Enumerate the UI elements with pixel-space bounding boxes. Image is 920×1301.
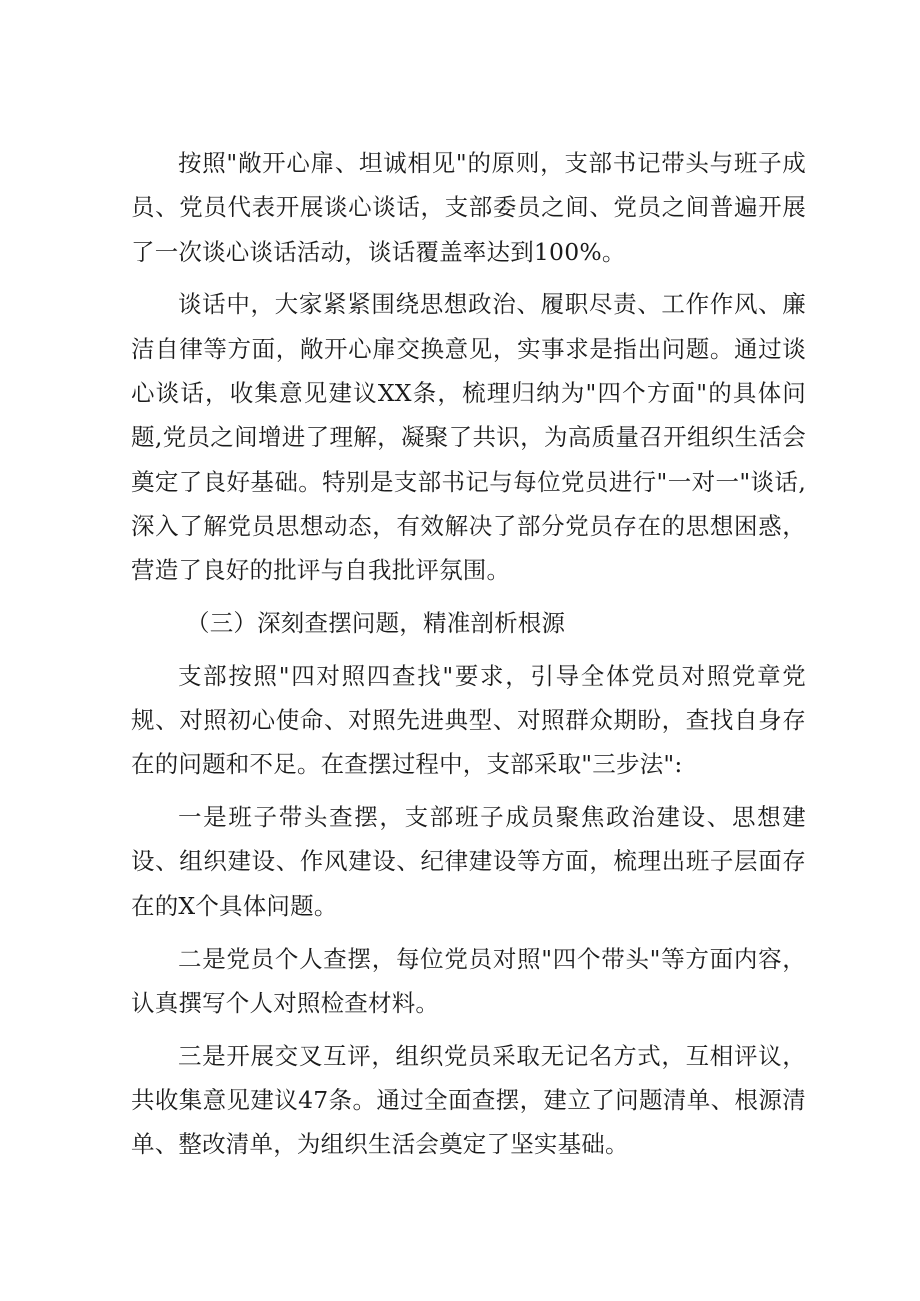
paragraph-step-three: 三是开展交叉互评，组织党员采取无记名方式，互相评议，共收集意见建议47条。通过全面查摆，建立了问题清单、根源清单、整改清单，为组织生活会奠定了坚实基础。 — [131, 1041, 806, 1159]
paragraph-four-checks: 支部按照"四对照四查找"要求，引导全体党员对照党章党规、对照初心使命、对照先进典型、对照群众期盼，查找自身存在的问题和不足。在查摆过程中，支部采取"三步法": — [131, 661, 806, 779]
paragraph-talk-activities: 按照"敞开心扉、坦诚相见"的原则，支部书记带头与班子成员、党员代表开展谈心谈话，支部委员之间、党员之间普遍开展了一次谈心谈话活动，谈话覆盖率达到100%。 — [131, 149, 806, 266]
paragraph-talk-content: 谈话中，大家紧紧围绕思想政治、履职尽责、工作作风、廉洁自律等方面，敞开心扉交换意见，实事求是指出问题。通过谈心谈话，收集意见建议XX条，梳理归纳为"四个方面"的具体问题,党员之间增进了理解，凝聚了共识，为高质量召开组织生活会奠定了良好基础。特别是支部书记与每位党员进行"一对一"谈话,深入了解党员思想动态，有效解决了部分党员存在的思想困惑，营造了良好的批评与自我批评氛围。 — [131, 290, 806, 585]
document-body — [131, 141, 806, 1175]
paragraph-step-one: 一是班子带头查摆，支部班子成员聚焦政治建设、思想建设、组织建设、作风建设、纪律建设等方面，梳理出班子层面存在的X个具体问题。 — [131, 803, 806, 920]
paragraph-step-two: 二是党员个人查摆，每位党员对照"四个带头"等方面内容，认真撰写个人对照检查材料。 — [131, 944, 806, 1017]
section-heading-3: （三）深刻查摆问题，精准剖析根源 — [186, 608, 566, 637]
